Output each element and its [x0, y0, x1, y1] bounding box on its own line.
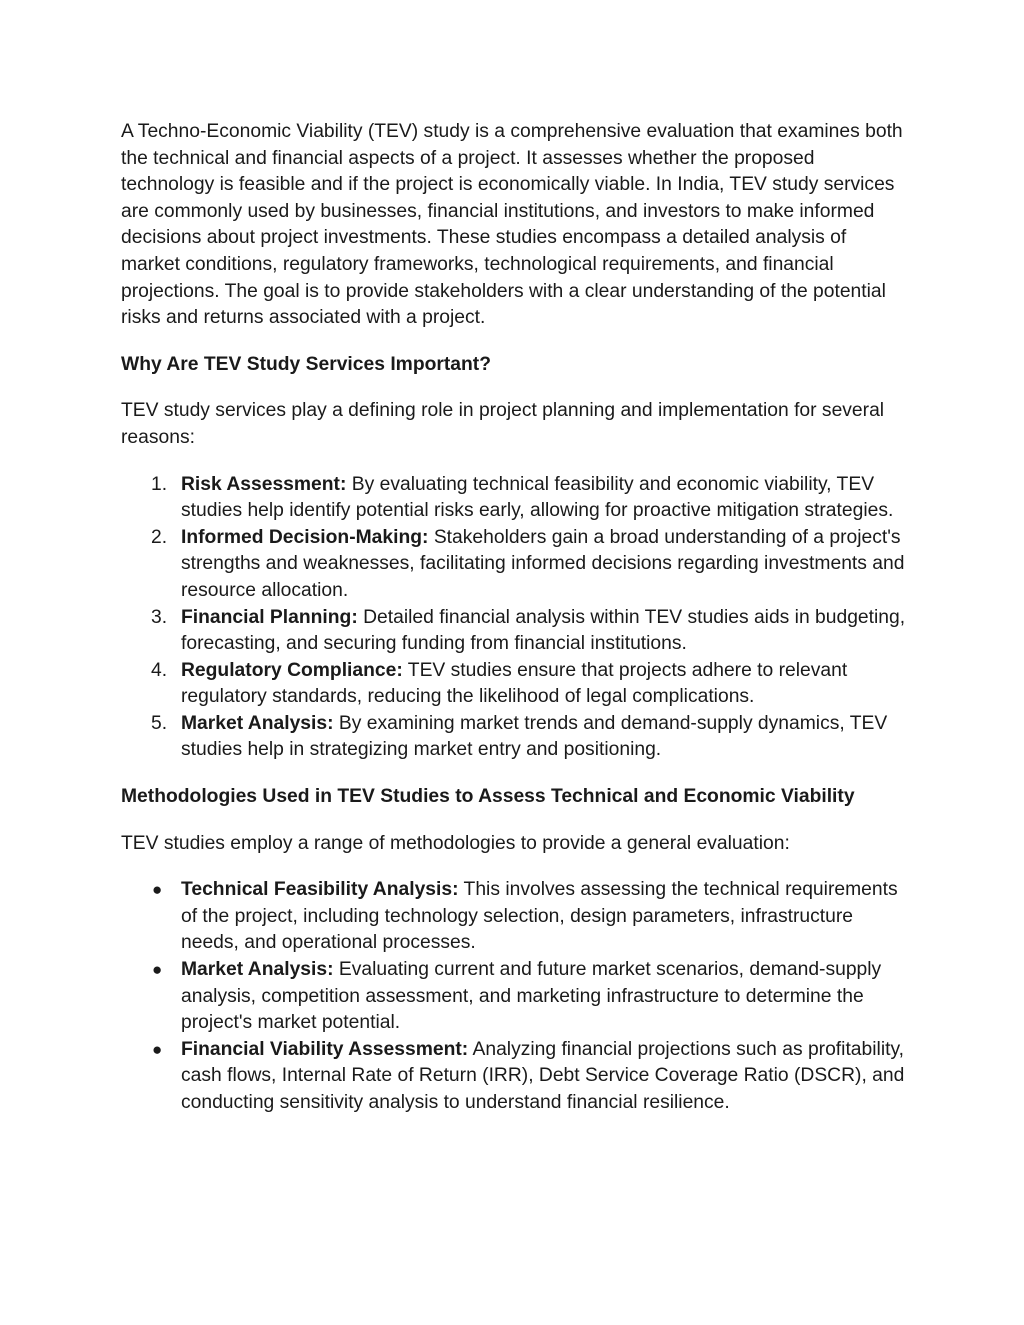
list-item-text: By evaluating technical feasibility and economic viability, TEV studies help identify potential risks early, allowing for proactive mitigation strategies. [181, 473, 894, 522]
section-heading-methodologies: Methodologies Used in TEV Studies to Assess Technical and Economic Viability [121, 786, 855, 808]
bullet-list-methodologies [121, 877, 911, 1116]
list-item-text: This involves assessing the technical requirements of the project, including technology selection, design parameters, infrastructure needs, and operational processes. [181, 879, 898, 954]
list-item [121, 472, 911, 525]
bullet-icon: ● [152, 880, 163, 900]
list-number: 3. [151, 606, 168, 628]
list-number: 4. [151, 659, 168, 681]
section-lead-methodologies: TEV studies employ a range of methodologies to provide a general evaluation: [121, 832, 790, 854]
list-item-text: Analyzing financial projections such as profitability, cash flows, Internal Rate of Return (IRR), Debt Service Coverage Ratio (DSCR), and conducting sensitivity analysis to understand financial resilience. [181, 1038, 905, 1113]
document-page [121, 119, 911, 1117]
list-item-term: Financial Planning: [181, 606, 358, 628]
section-lead-importance: TEV study services play a defining role in project planning and implementation for several reasons: [121, 400, 885, 448]
list-number: 5. [151, 712, 168, 734]
list-item [121, 525, 911, 605]
list-number: 1. [151, 473, 168, 495]
list-item [121, 957, 911, 1037]
bullet-icon: ● [152, 1039, 163, 1059]
list-item-term: Risk Assessment: [181, 473, 347, 495]
list-item [121, 877, 911, 957]
list-number: 2. [151, 526, 168, 548]
list-item-text: Evaluating current and future market scenarios, demand-supply analysis, competition assessment, and marketing infrastructure to determine the project's market potential. [181, 959, 882, 1034]
numbered-list-reasons [121, 472, 911, 765]
list-item-term: Market Analysis: [181, 712, 334, 734]
list-item-text: Detailed financial analysis within TEV studies aids in budgeting, forecasting, and securing funding from financial institutions. [181, 606, 906, 655]
list-item [121, 1037, 911, 1117]
section-heading-importance: Why Are TEV Study Services Important? [121, 353, 491, 375]
list-item [121, 605, 911, 658]
intro-paragraph: A Techno-Economic Viability (TEV) study is a comprehensive evaluation that examines both the technical and financial aspects of a project. It assesses whether the proposed technology is feasible and if the project is economically viable. In India, TEV study services are commonly used by businesses, financial institutions, and investors to make informed decisions about project investments. These studies encompass a detailed analysis of market conditions, regulatory frameworks, technological requirements, and financial projections. The goal is to provide stakeholders with a clear understanding of the potential risks and returns associated with a project. [121, 121, 903, 329]
list-item-term: Financial Viability Assessment: [181, 1038, 469, 1060]
list-item-term: Market Analysis: [181, 959, 334, 981]
list-item-term: Informed Decision-Making: [181, 526, 429, 548]
list-item-text: By examining market trends and demand-supply dynamics, TEV studies help in strategizing market entry and positioning. [181, 712, 888, 761]
list-item-term: Technical Feasibility Analysis: [181, 879, 459, 901]
list-item [121, 711, 911, 764]
list-item-term: Regulatory Compliance: [181, 659, 403, 681]
list-item-text: TEV studies ensure that projects adhere to relevant regulatory standards, reducing the likelihood of legal complications. [181, 659, 848, 708]
bullet-icon: ● [152, 960, 163, 980]
list-item [121, 658, 911, 711]
list-item-text: Stakeholders gain a broad understanding of a project's strengths and weaknesses, facilitating informed decisions regarding investments and resource allocation. [181, 526, 905, 601]
